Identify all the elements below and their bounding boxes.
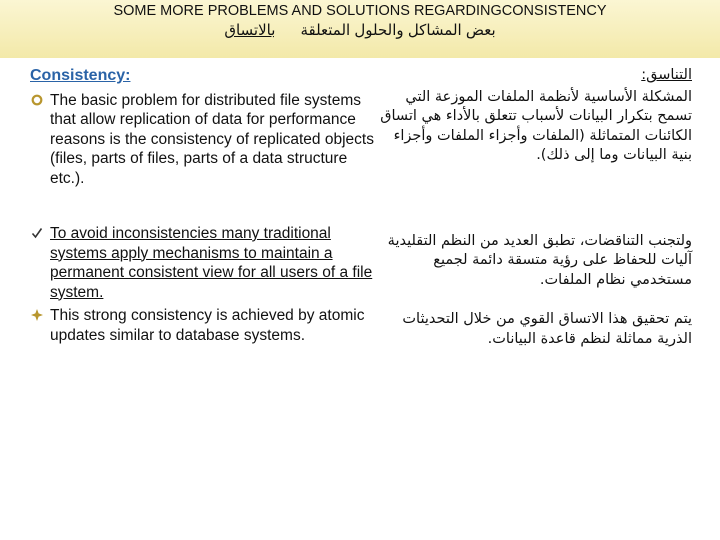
page-title-arabic-underlined: بالاتساق <box>224 22 276 39</box>
arabic-paragraph-3: يتم تحقيق هذا الاتساق القوي من خلال التحديثات الذرية مماثلة لنظم قاعدة البيانات. <box>402 311 692 347</box>
english-bullet-2 <box>30 224 380 302</box>
checkmark-bullet-icon <box>30 225 44 245</box>
title-banner <box>0 0 720 58</box>
arabic-column <box>372 66 692 349</box>
page-title-arabic <box>0 21 720 39</box>
diamond-flower-bullet-icon <box>30 307 44 327</box>
page-title-english: SOME MORE PROBLEMS AND SOLUTIONS REGARDINGCONSISTENCY <box>113 3 607 19</box>
arabic-paragraph-1: المشكلة الأساسية لأنظمة الملفات الموزعة التي تسمح بتكرار البيانات لأسباب تتعلق بالأداء هي اتساق الكائنات المتماثلة (الملفات وأجزاء الملفات وأجزاء بنية البيانات وما إلى ذلك). <box>380 88 692 163</box>
arabic-heading: التناسق: <box>641 67 692 83</box>
ring-bullet-icon <box>30 92 44 112</box>
english-bullet-1 <box>30 91 380 189</box>
english-bullet-3-text: This strong consistency is achieved by atomic updates similar to database systems. <box>50 307 365 344</box>
arabic-paragraph-2: ولتجنب التناقضات، تطبق العديد من النظم التقليدية آليات للحفاظ على رؤية متسقة دائمة لجميع مستخدمي نظام الملفات. <box>387 232 692 288</box>
english-bullet-2-text: To avoid inconsistencies many traditional systems apply mechanisms to maintain a permanent consistent view for all users of a file system. <box>50 225 373 301</box>
english-heading: Consistency: <box>30 67 131 84</box>
english-bullet-1-text: The basic problem for distributed file systems that allow replication of data for performance reasons is the consistency of replicated objects (files, parts of files, parts of a data structure etc.). <box>50 91 374 187</box>
page-title-arabic-main: بعض المشاكل والحلول المتعلقة <box>300 22 496 39</box>
english-column <box>30 66 380 345</box>
english-bullet-3 <box>30 306 380 345</box>
